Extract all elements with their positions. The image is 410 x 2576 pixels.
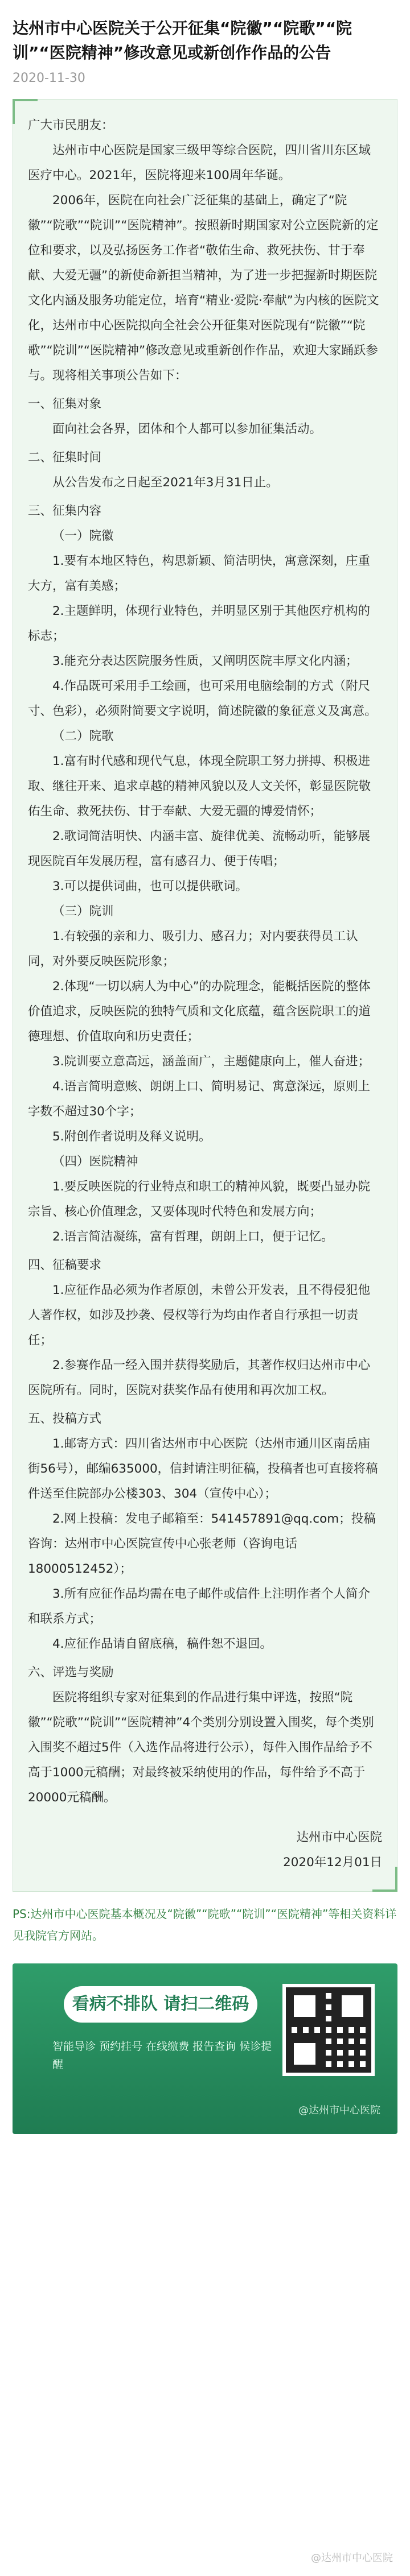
section-text: 面向社会各界，团体和个人都可以参加征集活动。 (52, 421, 322, 436)
list-item: 4.语言简明意赅、朗朗上口、简明易记、寓意深远，原则上字数不超过30个字； (28, 1079, 371, 1119)
list-item: 1.邮寄方式：四川省达州市中心医院（达州市通川区南岳庙街56号），邮编635000，信封请注明征稿，投稿者也可直接将稿件送至住院部办公楼303、304（宣传中心）； (28, 1436, 378, 1501)
list-item: 1.应征作品必须为作者原创，未曾公开发表，且不得侵犯他人著作权，如涉及抄袭、侵权等行为均由作者自行承担一切责任； (28, 1283, 371, 1347)
list-item: 2.语言简洁凝练，富有哲理，朗朗上口，便于记忆。 (52, 1229, 334, 1244)
list-item: 4.作品既可采用手工绘画，也可采用电脑绘制的方式（附尺寸、色彩），必须附简要文字说明，简述院徽的象征意义及寓意。 (28, 679, 377, 718)
list-item: 1.要反映医院的行业特点和职工的精神风貌，既要凸显办院宗旨、核心价值理念，又要体现时代特色和发展方向； (28, 1179, 371, 1219)
page-watermark: @达州市中心医院 (311, 2552, 393, 2564)
list-item: 2.参赛作品一经入围并获得奖励后，其著作权归达州市中心医院所有。同时，医院对获奖作品有使用和再次加工权。 (28, 1358, 371, 1397)
qr-code-icon[interactable] (282, 1984, 375, 2076)
banner-watermark: @达州市中心医院 (298, 2104, 380, 2116)
qr-finder-icon (289, 2039, 320, 2069)
section-heading: 三、征集内容 (28, 503, 102, 518)
signature-organization: 达州市中心医院 (296, 1830, 382, 1845)
qr-finder-icon (337, 1991, 368, 2021)
banner-headline: 看病不排队 请扫二维码 (64, 1986, 257, 2023)
intro-paragraph-1: 达州市中心医院是国家三级甲等综合医院，四川省川东区域医疗中心。2021年，医院将迎来100周年华诞。 (28, 143, 371, 183)
list-item: 2.主题鲜明，体现行业特色，并明显区别于其他医疗机构的标志； (28, 603, 371, 643)
banner-subtext: 智能导诊 预约挂号 在线缴费 报告查询 候诊提醒 (52, 2040, 272, 2071)
publish-date: 2020-11-30 (13, 71, 85, 85)
signature-date: 2020年12月01日 (283, 1855, 382, 1870)
subsection-heading: （四）医院精神 (52, 1154, 138, 1169)
greeting: 广大市民朋友： (28, 118, 114, 133)
list-item: 3.能充分表达医院服务性质，又阐明医院丰厚文化内涵； (52, 654, 358, 668)
notice-card (13, 99, 397, 1892)
list-item: 3.可以提供词曲，也可以提供歌词。 (52, 879, 248, 894)
postscript-text: PS:达州市中心医院基本概况及“院徽”“院歌”“院训”“医院精神”等相关资料详见我院官方网站。 (13, 1907, 397, 1942)
list-item: 2.体现“一切以病人为中心”的办院理念，能概括医院的整体价值追求，反映医院的独特气质和文化底蕴，蕴含医院职工的道德理想、价值取向和历史责任； (28, 979, 371, 1044)
list-item: 2.歌词简洁明快、内涵丰富、旋律优美、流畅动听，能够展现医院百年发展历程，富有感召力、便于传唱； (28, 829, 371, 869)
section-heading: 二、征集时间 (28, 450, 102, 465)
subsection-heading: （二）院歌 (52, 729, 114, 743)
list-item: 1.富有时代感和现代气息，体现全院职工努力拼搏、积极进取、继往开来、追求卓越的精神风貌以及人文关怀，彰显医院敬佑生命、救死扶伤、甘于奉献、大爱无疆的博爱情怀； (28, 754, 371, 818)
section-text: 医院将组织专家对征集到的作品进行集中评选，按照“院徽”“院歌”“院训”“医院精神”4个类别分别设置入围奖，每个类别入围奖不超过5件（入选作品将进行公示），每件入围作品给予不高于1000元稿酬；对最终被采纳使用的作品，每件给予不高于20000元稿酬。 (28, 1690, 374, 1805)
subsection-heading: （一）院徽 (52, 528, 114, 543)
list-item: 3.院训要立意高远，涵盖面广，主题健康向上，催人奋进； (52, 1054, 371, 1069)
intro-paragraph-2: 2006年，医院在向社会广泛征集的基础上，确定了“院徽”“院歌”“院训”“医院精神”。按照新时期国家对公立医院新的定位和要求，以及弘扬医务工作者“敬佑生命、救死扶伤、甘于奉献、大爱无疆”的新使命新担当精神，为了进一步把握新时期医院文化内涵及服务功能定位，培育“精业·爱院·奉献”为内核的医院文化，达州市中心医院拟向全社会公开征集对医院现有“院徽”“院歌”“院训”“医院精神”修改意见或重新创作作品，欢迎大家踊跃参与。现将相关事项公告如下： (28, 193, 379, 383)
section-heading: 六、评选与奖励 (28, 1665, 114, 1680)
list-item: 1.要有本地区特色，构思新颖、简洁明快，寓意深刻，庄重大方，富有美感； (28, 553, 371, 593)
section-text: 从公告发布之日起至2021年3月31日止。 (52, 475, 278, 490)
subsection-heading: （三）院训 (52, 904, 114, 919)
postscript (0, 1892, 410, 1946)
qr-banner (13, 1963, 397, 2134)
list-item: 5.附创作者说明及释义说明。 (52, 1129, 211, 1144)
qr-finder-icon (289, 1991, 320, 2021)
section-heading: 五、投稿方式 (28, 1411, 102, 1426)
article-title: 达州市中心医院关于公开征集“院徽”“院歌”“院训”“医院精神”修改意见或新创作作品的公告 (13, 19, 352, 63)
section-heading: 一、征集对象 (28, 396, 102, 411)
list-item: 4.应征作品请自留底稿，稿件恕不退回。 (52, 1636, 273, 1651)
list-item: 3.所有应征作品均需在电子邮件或信件上注明作者个人简介和联系方式； (28, 1586, 371, 1626)
section-heading: 四、征稿要求 (28, 1258, 102, 1272)
list-item: 1.有较强的亲和力、吸引力、感召力；对内要获得员工认同，对外要反映医院形象； (28, 929, 358, 969)
article-header (0, 0, 410, 99)
list-item: 2.网上投稿：发电子邮箱至：541457891@qq.com；投稿咨询：达州市中心医院宣传中心张老师（咨询电话18000512452）； (28, 1511, 376, 1576)
